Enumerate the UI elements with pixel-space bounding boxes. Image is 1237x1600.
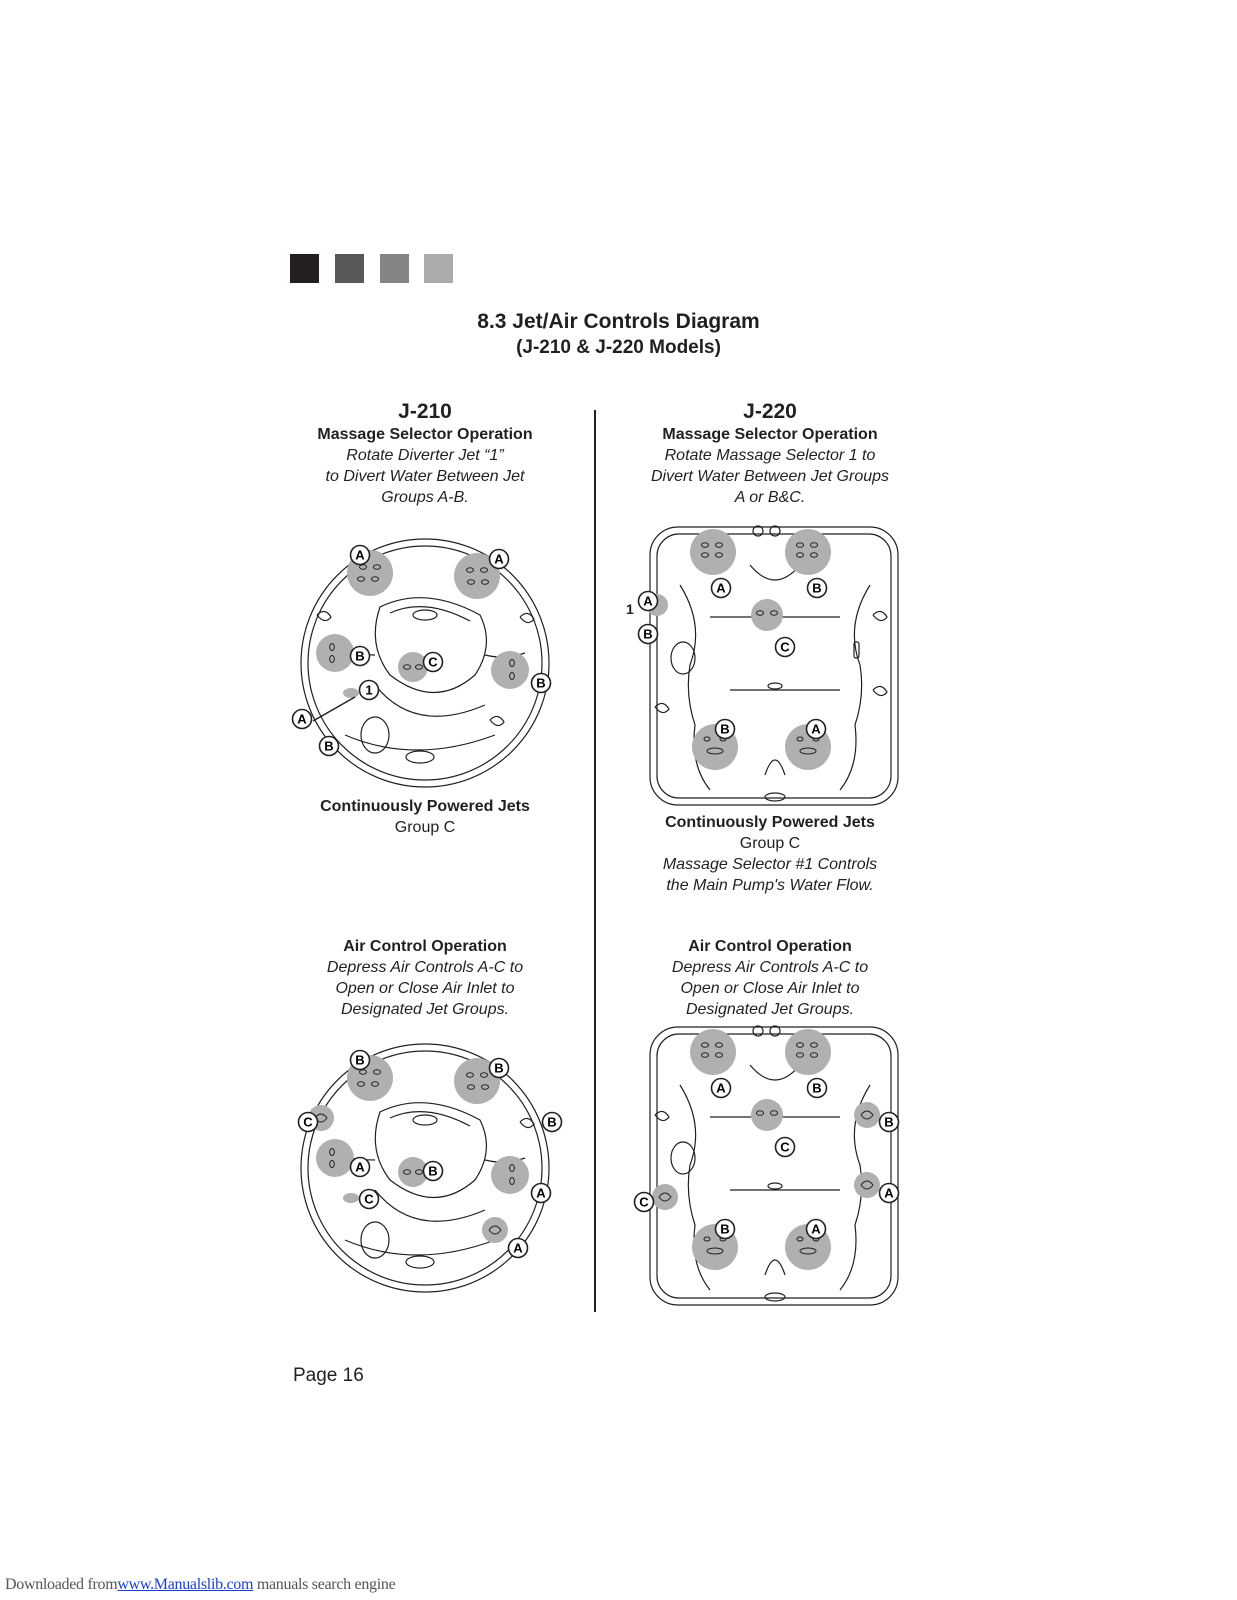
- j210-air-label-b: [541, 1111, 563, 1133]
- j220-air-label-a: [805, 1218, 827, 1240]
- svg-text:A: A: [355, 1159, 365, 1175]
- j220-massage-label-b: [637, 623, 659, 645]
- j210-air-label-b: [349, 1049, 371, 1071]
- j220-massage-label-b: [714, 718, 736, 740]
- right-continuous-line: the Main Pump's Water Flow.: [666, 877, 874, 894]
- j210-massage-label-b: [530, 672, 552, 694]
- svg-text:A: A: [811, 1221, 821, 1237]
- j210-air-label-c: [358, 1188, 380, 1210]
- j210-air-label-c: [297, 1111, 319, 1133]
- left-continuous-text: [290, 796, 560, 838]
- svg-text:1: 1: [365, 682, 373, 698]
- svg-text:A: A: [884, 1185, 894, 1201]
- j210-air-label-b: [488, 1057, 510, 1079]
- j210-air-label-a: [349, 1156, 371, 1178]
- manualslib-link[interactable]: www.Manualslib.com: [117, 1576, 254, 1593]
- page-subtitle: (J-210 & J-220 Models): [516, 337, 721, 358]
- right-continuous-line: Massage Selector #1 Controls: [662, 856, 878, 873]
- left-continuous-heading: Continuously Powered Jets: [320, 798, 530, 815]
- j220-massage-label-a: [710, 577, 732, 599]
- right-air-text: [620, 936, 920, 1020]
- j210-massage-label-a: [349, 544, 371, 566]
- left-air-line: Open or Close Air Inlet to: [335, 980, 515, 997]
- svg-text:A: A: [716, 1080, 726, 1096]
- j210-massage-label-c: [422, 651, 444, 673]
- svg-text:B: B: [536, 675, 546, 691]
- j210-massage-label-a: [488, 548, 510, 570]
- swatch-3: [380, 254, 409, 283]
- left-massage-line: Groups A-B.: [381, 489, 469, 506]
- svg-text:C: C: [639, 1194, 649, 1210]
- right-massage-text: [620, 400, 920, 508]
- left-massage-line: to Divert Water Between Jet: [325, 468, 525, 485]
- svg-text:A: A: [494, 551, 504, 567]
- right-massage-line: Rotate Massage Selector 1 to: [664, 447, 876, 464]
- right-air-heading: Air Control Operation: [688, 938, 852, 955]
- page-number: Page 16: [293, 1365, 364, 1386]
- j220-massage-label-a: [805, 718, 827, 740]
- footer: [5, 1576, 395, 1594]
- j210-massage-label-1: [358, 679, 380, 701]
- svg-text:B: B: [428, 1163, 438, 1179]
- j220-air-label-b: [806, 1077, 828, 1099]
- j210-massage-label-b: [349, 645, 371, 667]
- svg-text:B: B: [720, 1221, 730, 1237]
- page-title: 8.3 Jet/Air Controls Diagram: [477, 310, 760, 333]
- svg-text:B: B: [884, 1114, 894, 1130]
- j220-massage-label-a: [637, 590, 659, 612]
- svg-text:C: C: [780, 639, 790, 655]
- j210-massage-label-b: [318, 735, 340, 757]
- right-massage-heading: Massage Selector Operation: [662, 426, 878, 443]
- model-j210: J-210: [398, 400, 452, 423]
- j210-air-label-b: [422, 1160, 444, 1182]
- left-massage-line: Rotate Diverter Jet “1”: [346, 447, 504, 464]
- right-air-line: Designated Jet Groups.: [685, 1001, 855, 1018]
- svg-text:B: B: [494, 1060, 504, 1076]
- swatch-2: [335, 254, 364, 283]
- svg-text:A: A: [297, 711, 307, 727]
- svg-text:B: B: [324, 738, 334, 754]
- j210-air-label-a: [507, 1237, 529, 1259]
- svg-text:C: C: [364, 1191, 374, 1207]
- svg-text:A: A: [643, 593, 653, 609]
- svg-text:B: B: [355, 1052, 365, 1068]
- svg-text:A: A: [716, 580, 726, 596]
- svg-text:B: B: [812, 1080, 822, 1096]
- swatch-1: [290, 254, 319, 283]
- svg-text:A: A: [355, 547, 365, 563]
- right-continuous-heading: Continuously Powered Jets: [665, 814, 875, 831]
- left-air-line: Designated Jet Groups.: [340, 1001, 510, 1018]
- right-continuous-group: Group C: [739, 835, 801, 852]
- svg-text:C: C: [428, 654, 438, 670]
- column-divider: [594, 410, 596, 1312]
- j210-air-label-a: [530, 1182, 552, 1204]
- footer-suffix: manuals search engine: [253, 1576, 396, 1593]
- j220-massage-diagram: [635, 525, 905, 815]
- left-massage-heading: Massage Selector Operation: [317, 426, 533, 443]
- svg-text:A: A: [811, 721, 821, 737]
- j220-air-label-a: [878, 1182, 900, 1204]
- right-massage-line: A or B&C.: [734, 489, 806, 506]
- j220-air-diagram: [635, 1025, 905, 1315]
- j220-air-label-b: [878, 1111, 900, 1133]
- svg-text:B: B: [720, 721, 730, 737]
- j220-selector-number: 1: [626, 601, 634, 617]
- right-massage-line: Divert Water Between Jet Groups: [650, 468, 890, 485]
- svg-text:B: B: [547, 1114, 557, 1130]
- right-continuous-text: [620, 812, 920, 896]
- svg-text:B: B: [355, 648, 365, 664]
- left-continuous-group: Group C: [394, 819, 456, 836]
- svg-text:C: C: [780, 1139, 790, 1155]
- left-air-text: [290, 936, 560, 1020]
- svg-text:B: B: [812, 580, 822, 596]
- j220-air-label-c: [633, 1191, 655, 1213]
- footer-prefix: Downloaded from: [5, 1576, 118, 1593]
- left-massage-text: [290, 400, 560, 508]
- svg-text:B: B: [643, 626, 653, 642]
- swatch-4: [424, 254, 453, 283]
- left-air-line: Depress Air Controls A-C to: [326, 959, 524, 976]
- j220-massage-label-c: [774, 636, 796, 658]
- model-j220: J-220: [743, 400, 797, 423]
- j220-air-label-a: [710, 1077, 732, 1099]
- j220-air-label-c: [774, 1136, 796, 1158]
- svg-text:A: A: [513, 1240, 523, 1256]
- right-air-line: Open or Close Air Inlet to: [680, 980, 860, 997]
- j220-air-label-b: [714, 1218, 736, 1240]
- left-air-heading: Air Control Operation: [343, 938, 507, 955]
- svg-text:C: C: [303, 1114, 313, 1130]
- j220-massage-label-b: [806, 577, 828, 599]
- svg-text:A: A: [536, 1185, 546, 1201]
- j210-massage-label-a: [291, 708, 313, 730]
- right-air-line: Depress Air Controls A-C to: [671, 959, 869, 976]
